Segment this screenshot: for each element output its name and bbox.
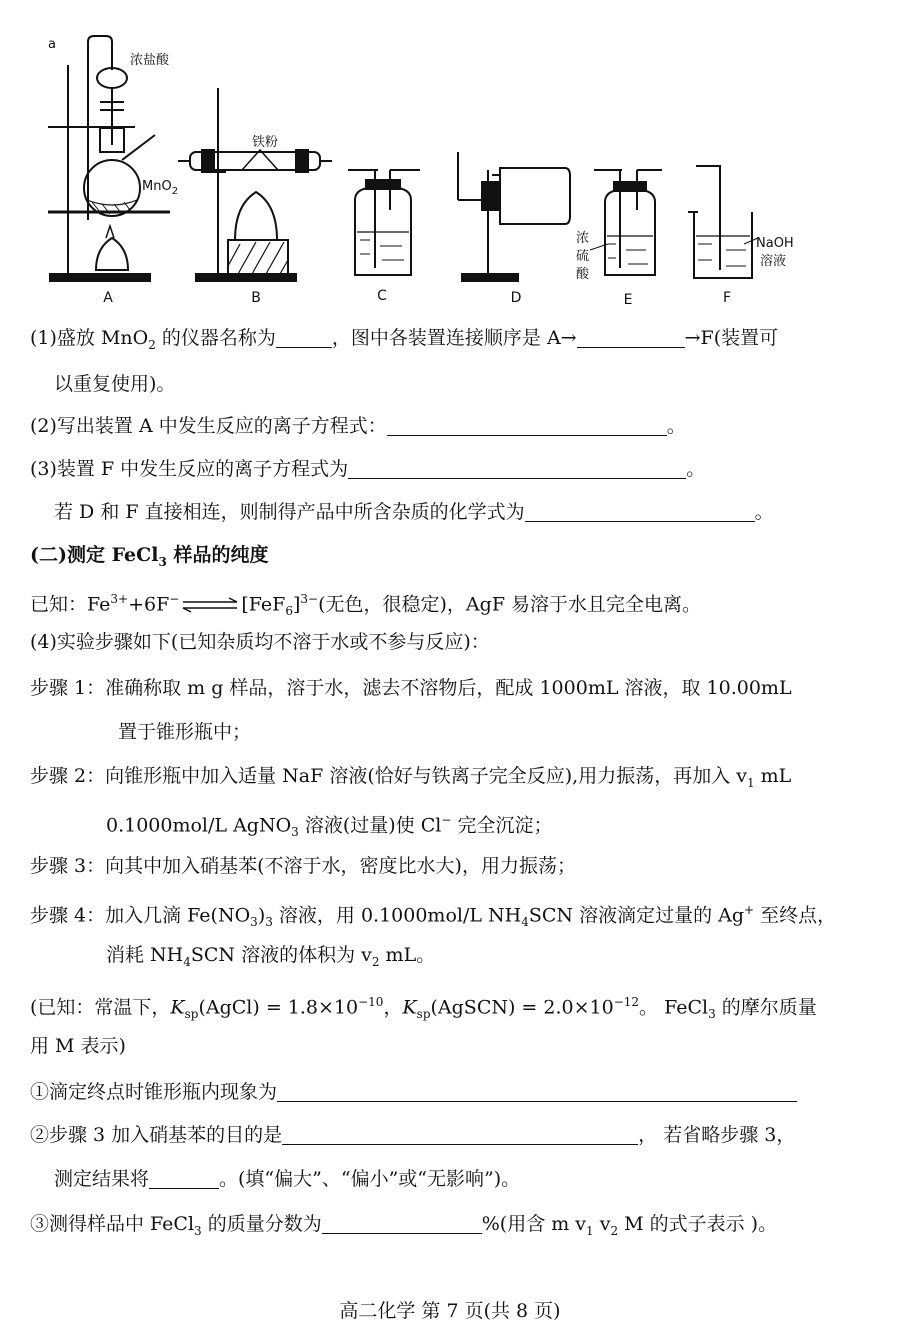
question-1-line-2: 以重复使用)。 (54, 373, 176, 395)
apparatus-label-b: B (251, 290, 261, 306)
label-naoh: NaOH (756, 236, 794, 251)
step-4-line-1: 步骤 4：加入几滴 $Fe(NO_3)_3$ 溶液，用 0.1000mol/L $NH_4SCN$ 溶液滴定过量的 Ag+ 至终点， (30, 903, 837, 930)
known-equilibrium: 已知：$Fe^{3+}+6F^-$ $[FeF_6]^{3-}$(无色，很稳定)，AgF 易溶于水且完全电离。 (30, 592, 702, 619)
apparatus-label-d: D (510, 290, 522, 306)
step-3: 步骤 3：向其中加入硝基苯(不溶于水，密度比水大)，用力振荡； (30, 855, 576, 877)
answer-blank[interactable] (276, 327, 332, 348)
apparatus-d-drawing (458, 152, 570, 281)
label-conc-h2so4-3: 酸 (576, 267, 590, 282)
equilibrium-arrow-icon (181, 597, 239, 613)
section-2-heading: (二)测定 FeCl$_3$ 样品的纯度 (30, 544, 269, 569)
answer-blank[interactable] (348, 458, 686, 479)
apparatus-label-e: E (623, 292, 633, 308)
apparatus-label-f: F (722, 290, 732, 306)
question-3-line-1: (3)装置 F 中发生反应的离子方程式为 。 (30, 458, 706, 480)
apparatus-label-a: A (103, 290, 113, 306)
answer-blank[interactable] (149, 1168, 219, 1189)
apparatus-b-drawing (178, 88, 332, 281)
label-a: a (48, 37, 56, 52)
apparatus-a-drawing (48, 36, 170, 281)
page-footer: 高二化学 第 7 页(共 8 页) (339, 1300, 561, 1322)
sub-question-3: ③测得样品中 FeCl$_3$ 的质量分数为 %(用含 m $v_1$ $v_2$ M 的式子表示 )。 (30, 1213, 778, 1238)
answer-blank[interactable] (322, 1213, 482, 1234)
question-2: (2)写出装置 A 中发生反应的离子方程式： 。 (30, 415, 686, 437)
answer-blank[interactable] (277, 1081, 797, 1102)
label-iron-powder: 铁粉 (252, 135, 279, 150)
sub-question-2-line-1: ②步骤 3 加入硝基苯的目的是 ， 若省略步骤 3， (30, 1124, 796, 1146)
step-1-line-2: 置于锥形瓶中； (118, 721, 252, 743)
answer-blank[interactable] (282, 1124, 638, 1145)
step-2-line-1: 步骤 2：向锥形瓶中加入适量 NaF 溶液(恰好与铁离子完全反应),用力振荡，再加入 $v_1$ mL (30, 765, 792, 790)
apparatus-c-drawing (348, 170, 420, 275)
apparatus-label-c: C (377, 288, 387, 304)
label-conc-hcl: 浓盐酸 (130, 53, 170, 68)
question-1-line-1: (1)盛放 MnO$_2$ 的仪器名称为 ，图中各装置连接顺序是 A→ →F(装置可 (30, 327, 779, 352)
answer-blank[interactable] (525, 501, 755, 522)
step-4-line-2: 消耗 $NH_4SCN$ 溶液的体积为 $v_2$ mL。 (106, 944, 436, 969)
apparatus-figure (30, 30, 870, 315)
answer-blank[interactable] (577, 327, 685, 348)
label-naoh-solution: 溶液 (760, 254, 787, 269)
sub-question-2-line-2: 测定结果将 。(填“偏大”、“偏小”或“无影响”)。 (54, 1168, 521, 1190)
ksp-line-1: (已知：常温下，$K_{sp}(AgCl) = 1.8\times 10^{-10}$，$K_{sp}(AgSCN) = 2.0\times 10^{-12}$。 FeCl$_3$ 的摩尔质量 (30, 995, 817, 1022)
ksp-line-2: 用 M 表示) (30, 1035, 126, 1057)
label-mno2: MnO$_2$ (142, 179, 179, 197)
apparatus-e-drawing (590, 170, 662, 275)
question-3-line-2: 若 D 和 F 直接相连，则制得产品中所含杂质的化学式为 。 (54, 501, 774, 523)
step-2-line-2: 0.1000mol/L AgNO$_3$ 溶液(过量)使 Cl− 完全沉淀； (106, 813, 553, 840)
sub-question-1: ①滴定终点时锥形瓶内现象为 (30, 1078, 900, 1106)
label-conc-h2so4-2: 硫 (576, 249, 590, 264)
step-1-line-1: 步骤 1：准确称取 m g 样品，溶于水，滤去不溶物后，配成 1000mL 溶液，取 10.00mL (30, 677, 792, 699)
label-conc-h2so4-1: 浓 (576, 231, 590, 246)
apparatus-f-drawing (688, 166, 758, 278)
question-4-intro: (4)实验步骤如下(已知杂质均不溶于水或不参与反应)： (30, 631, 490, 653)
answer-blank[interactable] (387, 415, 667, 436)
